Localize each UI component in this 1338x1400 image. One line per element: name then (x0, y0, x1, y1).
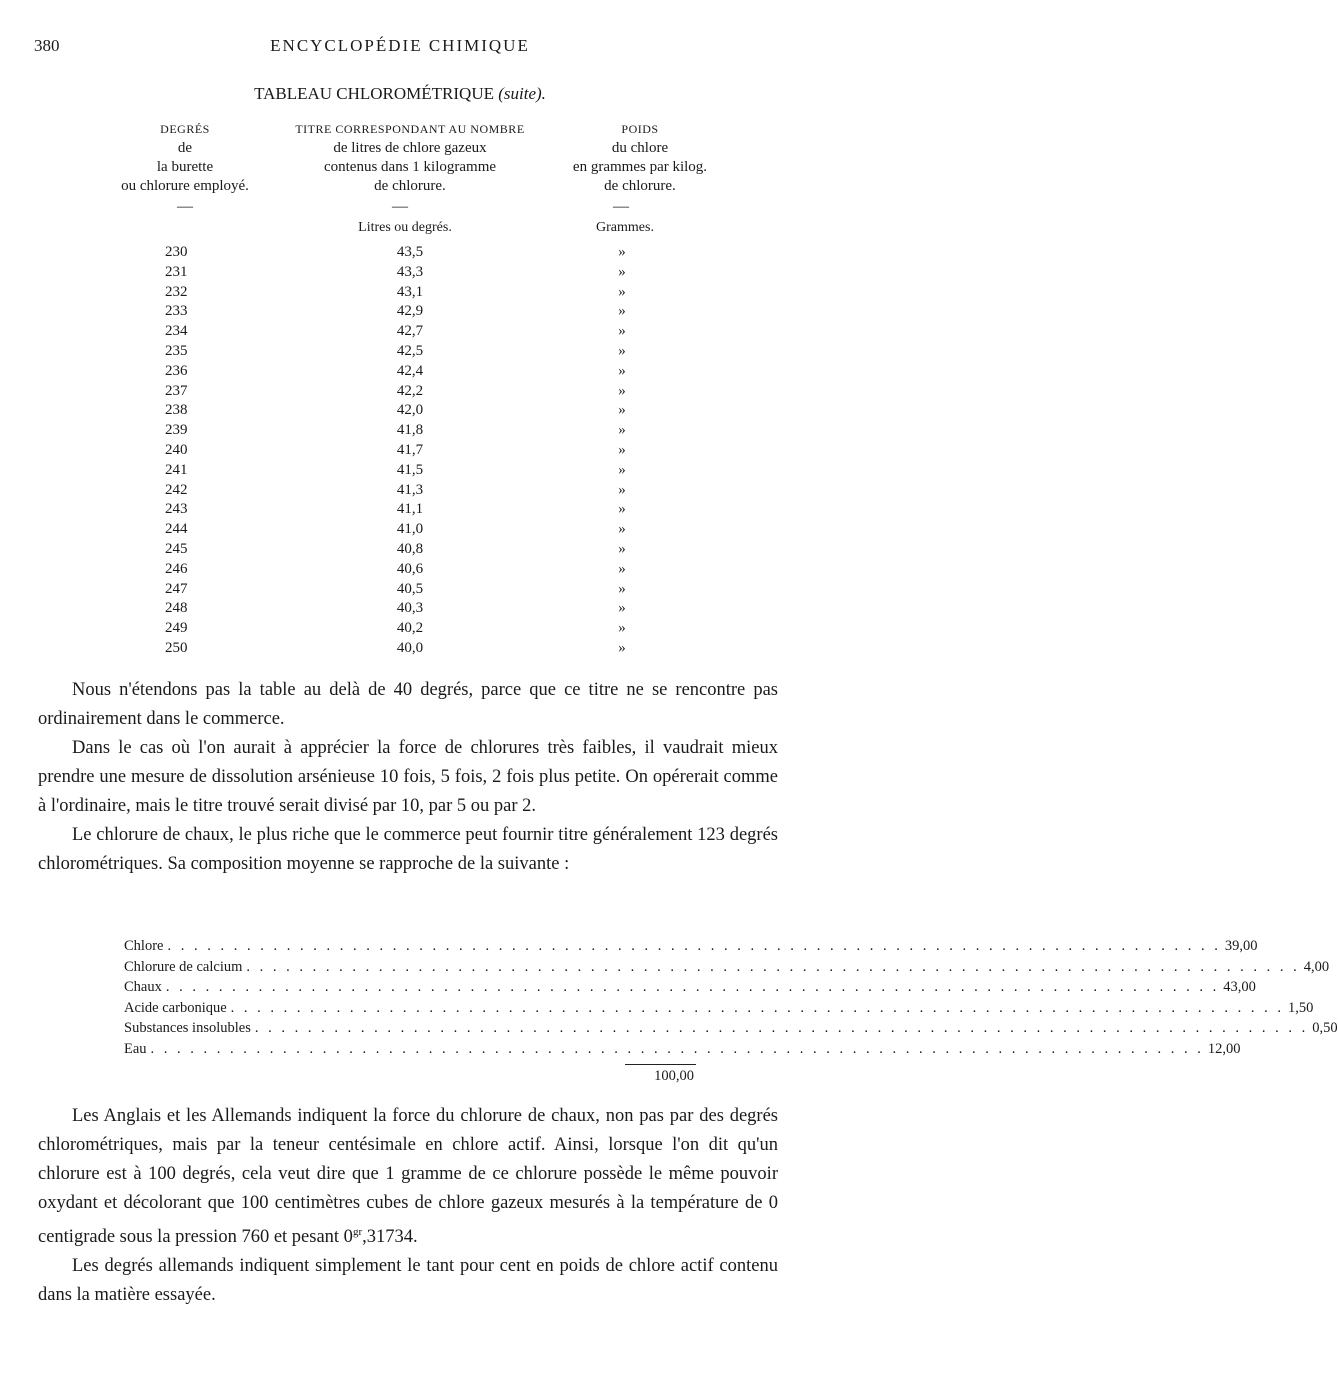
titre-cell: 42,4 (396, 362, 424, 379)
poids-cell: » (618, 402, 626, 419)
degree-cell: 236 (165, 362, 188, 379)
col-head-line: du chlore (611, 140, 669, 156)
poids-cell: » (618, 244, 626, 260)
poids-cell: » (618, 303, 626, 320)
composition-name: Chlorure de calcium (124, 958, 243, 975)
poids-cell: » (618, 362, 626, 379)
running-title: ENCYCLOPÉDIE CHIMIQUE (270, 36, 530, 55)
titre-cell: 41,0 (396, 521, 424, 538)
composition-list (124, 938, 1338, 1061)
col-head-line: ou chlorure employé. (121, 178, 249, 194)
composition-value: 12,00 (1207, 1040, 1241, 1057)
composition-name: Acide carbonique (124, 999, 227, 1016)
sum-rule (625, 1064, 696, 1065)
titre-cell: 43,3 (396, 263, 424, 280)
degree-cell: 233 (165, 303, 188, 320)
col-head-line: DEGRÉS (160, 122, 210, 136)
poids-cell: » (618, 323, 626, 340)
col-head-titre (275, 120, 545, 196)
table-row (0, 442, 800, 462)
titre-cell: 40,5 (396, 580, 424, 597)
table-row (0, 323, 800, 343)
dot-leader: . . . . . . . . . . . . . . . . . . . . . . . . . . . . . . . . . . . . . . . . . . . . . . . . . . . . . . . . . . . . . . . . . . . . . . . . . . . . . . . . (230, 999, 1285, 1016)
table-title (0, 84, 800, 104)
col-head-line: la burette (156, 159, 214, 175)
composition-row (124, 999, 1314, 1021)
degree-cell: 250 (165, 639, 188, 656)
col-head-line: TITRE CORRESPONDANT AU NOMBRE (295, 122, 525, 136)
degree-cell: 232 (165, 283, 188, 300)
degree-cell: 248 (165, 600, 188, 617)
table-row (0, 600, 800, 620)
table-title-main: TABLEAU CHLOROMÉTRIQUE (254, 84, 494, 103)
degree-cell: 237 (165, 382, 188, 399)
titre-cell: 42,7 (396, 323, 424, 340)
poids-cell: » (618, 342, 626, 359)
poids-cell: » (618, 501, 626, 518)
table-title-suffix: (suite). (498, 84, 546, 103)
degree-cell: 240 (165, 441, 188, 458)
degree-cell: 234 (165, 323, 188, 340)
composition-name: Chlore (124, 938, 164, 954)
dot-leader: . . . . . . . . . . . . . . . . . . . . . . . . . . . . . . . . . . . . . . . . . . . . . . . . . . . . . . . . . . . . . . . . . . . . . . . . . . . . . . . . (254, 1020, 1309, 1036)
col-dash-1: — (177, 198, 193, 215)
dot-leader: . . . . . . . . . . . . . . . . . . . . . . . . . . . . . . . . . . . . . . . . . . . . . . . . . . . . . . . . . . . . . . . . . . . . . . . . . . . . . . . . (150, 1040, 1204, 1057)
composition-row (124, 958, 1330, 980)
table-row (0, 521, 800, 541)
paragraph: Nous n'étendons pas la table au delà de 40 degrés, parce que ce titre ne se rencontre pas ordinairement dans le commerce. (38, 680, 778, 729)
unit-litres: Litres ou degrés. (358, 220, 452, 235)
paragraph: Le chlorure de chaux, le plus riche que le commerce peut fournir titre généralement 123 degrés chlorométriques. Sa composition moyenne se rapproche de la suivante : (38, 825, 778, 874)
table-row (0, 501, 800, 521)
poids-cell: » (618, 560, 626, 577)
paragraph: Les degrés allemands indiquent simplement le tant pour cent en poids de chlore actif contenu dans la matière essayée. (38, 1256, 778, 1306)
table-row (0, 244, 800, 264)
paragraph-1-2 (38, 676, 778, 879)
col-head-poids (540, 120, 740, 196)
poids-cell: » (618, 283, 626, 300)
titre-cell: 40,3 (396, 600, 424, 617)
col-dash-2: — (392, 198, 408, 215)
table-row (0, 343, 800, 363)
paragraph: Les Anglais et les Allemands indiquent la force du chlorure de chaux, non pas par des degrés chlorométriques, mais par la teneur centésimale en chlore actif. Ainsi, lorsque l'on dit qu'un chlorure est à 100 degrés, cela veut dire que 1 gramme de ce chlorure possède le même pouvoir oxydant et décolorant que 100 centimètres cubes de chlore gazeux mesurés à la température de 0 centigrade sous la pression 760 et pesant $0^{gr},31734$. (38, 1106, 778, 1248)
titre-cell: 41,8 (396, 422, 424, 439)
poids-cell: » (618, 263, 626, 280)
composition-name: Substances insolubles (124, 1020, 251, 1036)
composition-row (124, 1020, 1338, 1041)
poids-cell: » (618, 580, 626, 597)
poids-cell: » (618, 620, 626, 637)
titre-cell: 41,3 (396, 481, 424, 498)
composition-value: 0,50 (1312, 1020, 1338, 1036)
composition-row (124, 979, 1256, 1000)
table-body (0, 244, 800, 660)
degree-cell: 244 (165, 521, 188, 538)
composition-value: 43,00 (1223, 979, 1256, 995)
col-head-line: contenus dans 1 kilogramme (323, 159, 497, 175)
table-row (0, 422, 800, 442)
table-row (0, 363, 800, 383)
titre-cell: 40,2 (396, 620, 424, 637)
col-head-line: de (177, 140, 193, 156)
titre-cell: 42,5 (396, 342, 424, 359)
titre-cell: 42,0 (396, 402, 424, 419)
paragraph-4-5 (38, 1102, 778, 1310)
degree-cell: 245 (165, 540, 188, 557)
dot-leader: . . . . . . . . . . . . . . . . . . . . . . . . . . . . . . . . . . . . . . . . . . . . . . . . . . . . . . . . . . . . . . . . . . . . . . . . . . . . . . . . (246, 958, 1300, 975)
paragraph: Dans le cas où l'on aurait à apprécier la force de chlorures très faibles, il vaudrait mieux prendre une mesure de dissolution arsénieuse 10 fois, 5 fois, 2 fois plus petite. On opérerait comme à l'ordinaire, mais le titre trouvé serait divisé par 10, par 5 ou par 2. (38, 738, 778, 816)
degree-cell: 243 (165, 501, 188, 518)
table-row (0, 264, 800, 284)
degree-cell: 235 (165, 342, 188, 359)
poids-cell: » (618, 422, 626, 439)
poids-cell: » (618, 540, 626, 557)
composition-name: Chaux (124, 979, 162, 995)
titre-cell: 40,0 (396, 639, 424, 656)
col-head-degres (95, 120, 275, 196)
degree-cell: 239 (165, 422, 188, 439)
table-row (0, 640, 800, 660)
table-row (0, 620, 800, 640)
poids-cell: » (618, 382, 626, 399)
col-head-line: de chlorure. (374, 178, 446, 194)
degree-cell: 247 (165, 580, 188, 597)
titre-cell: 43,5 (396, 244, 424, 260)
composition-total: 100,00 (654, 1068, 694, 1084)
dot-leader: . . . . . . . . . . . . . . . . . . . . . . . . . . . . . . . . . . . . . . . . . . . . . . . . . . . . . . . . . . . . . . . . . . . . . . . . . . . . . . . . (165, 979, 1220, 995)
degree-cell: 238 (165, 402, 188, 419)
col-head-line: POIDS (621, 122, 659, 136)
degree-cell: 231 (165, 263, 188, 280)
dot-leader: . . . . . . . . . . . . . . . . . . . . . . . . . . . . . . . . . . . . . . . . . . . . . . . . . . . . . . . . . . . . . . . . . . . . . . . . . . . . . . . . (167, 938, 1221, 954)
titre-cell: 43,1 (396, 283, 424, 300)
composition-row (124, 1040, 1241, 1062)
table-row (0, 581, 800, 601)
titre-cell: 40,6 (396, 560, 424, 577)
table-row (0, 383, 800, 403)
titre-cell: 42,2 (396, 382, 424, 399)
degree-cell: 242 (165, 481, 188, 498)
table-row (0, 284, 800, 304)
poids-cell: » (618, 521, 626, 538)
titre-cell: 40,8 (396, 540, 424, 557)
composition-row (124, 938, 1258, 959)
col-dash-3: — (613, 198, 629, 215)
composition-name: Eau (124, 1040, 147, 1057)
degree-cell: 249 (165, 620, 188, 637)
col-head-line: en grammes par kilog. (572, 159, 708, 175)
poids-cell: » (618, 600, 626, 617)
titre-cell: 41,5 (396, 461, 424, 478)
composition-value: 1,50 (1288, 999, 1314, 1016)
table-row (0, 561, 800, 581)
poids-cell: » (618, 481, 626, 498)
col-head-line: de litres de chlore gazeux (333, 140, 487, 156)
degree-cell: 230 (165, 244, 188, 260)
table-row (0, 303, 800, 323)
col-head-line: de chlorure. (604, 178, 676, 194)
titre-cell: 41,1 (396, 501, 424, 518)
table-row (0, 402, 800, 422)
page-number: 380 (34, 36, 60, 55)
table-row (0, 482, 800, 502)
unit-grammes: Grammes. (596, 220, 654, 235)
composition-value: 39,00 (1224, 938, 1258, 954)
poids-cell: » (618, 461, 626, 478)
titre-cell: 42,9 (396, 303, 424, 320)
poids-cell: » (618, 639, 626, 656)
degree-cell: 246 (165, 560, 188, 577)
table-row (0, 462, 800, 482)
degree-cell: 241 (165, 461, 188, 478)
composition-value: 4,00 (1303, 958, 1330, 975)
table-row (0, 541, 800, 561)
poids-cell: » (618, 441, 626, 458)
titre-cell: 41,7 (396, 441, 424, 458)
